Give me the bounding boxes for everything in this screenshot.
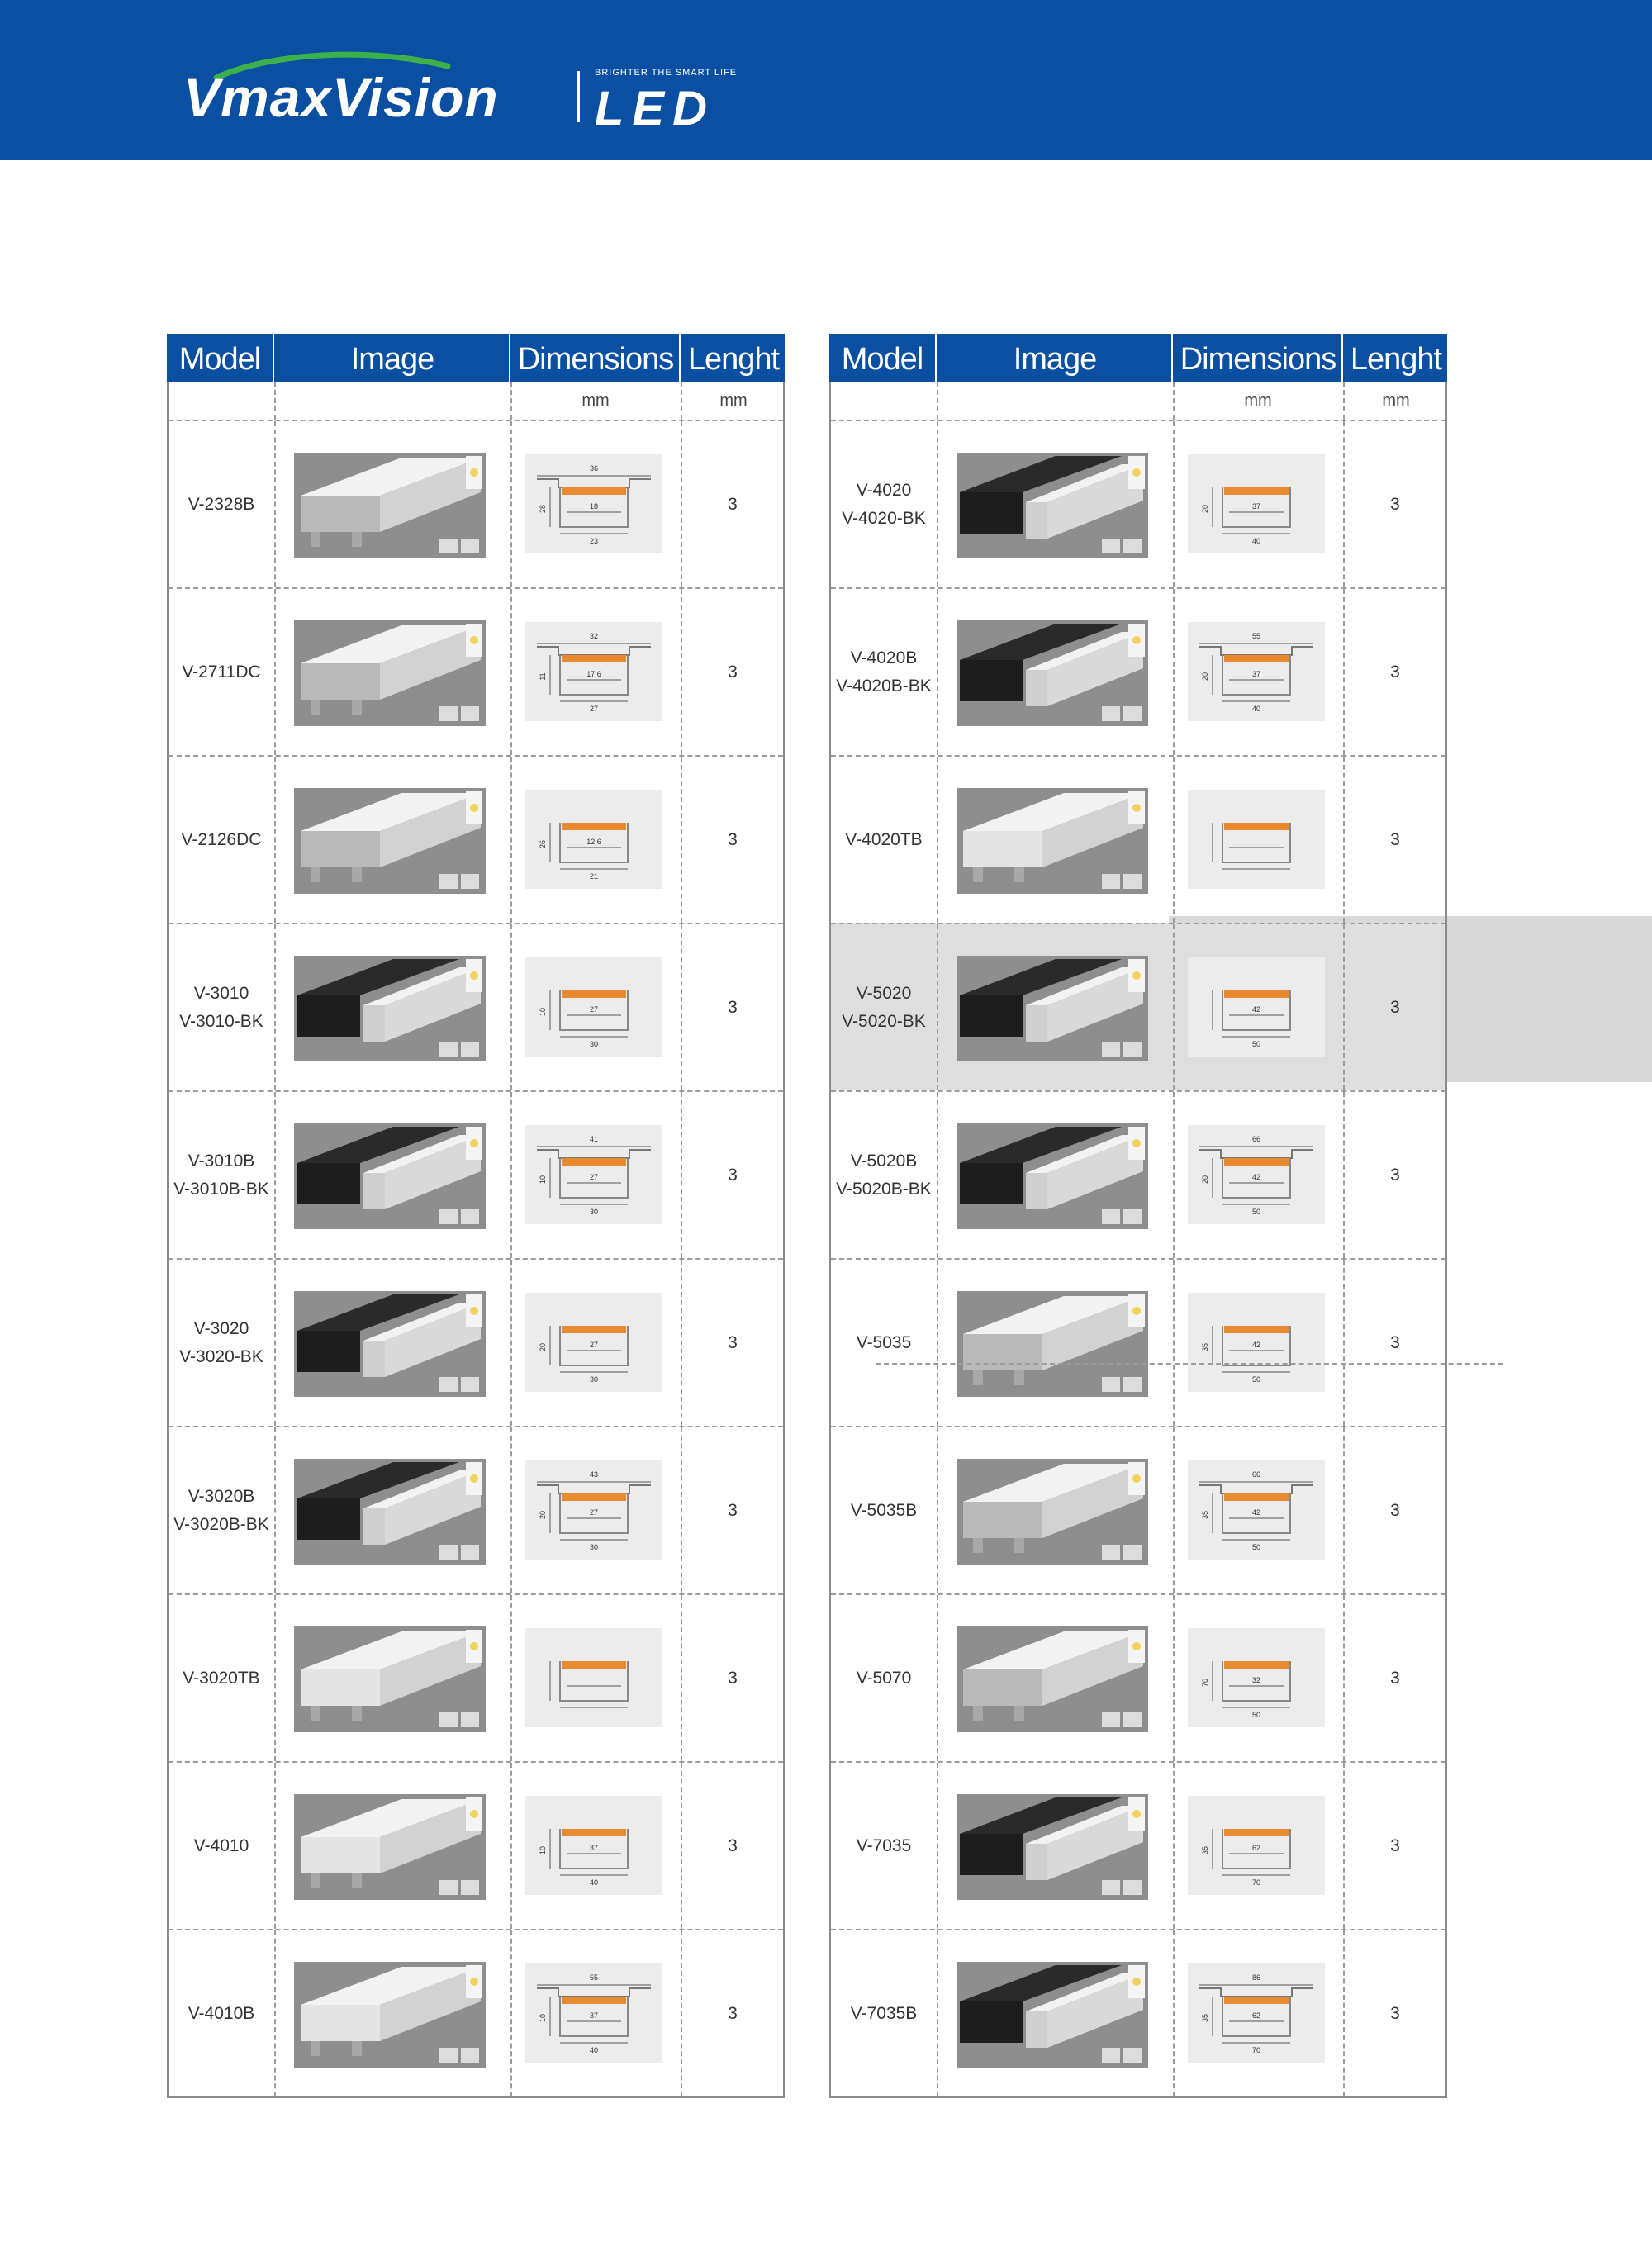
- svg-text:18: 18: [589, 502, 599, 510]
- dimension-drawing: [525, 454, 662, 553]
- model-name: V-5020: [856, 983, 912, 1003]
- length-cell: 3: [728, 1165, 738, 1185]
- table-row: [169, 1761, 783, 1929]
- length-cell: 3: [728, 1835, 738, 1855]
- table-row: [831, 420, 1446, 587]
- model-cell: [169, 924, 274, 1090]
- table-row: [169, 1258, 783, 1426]
- model-cell: [169, 757, 274, 923]
- model-name: V-7035B: [850, 2003, 918, 2023]
- column-header: Dimensions: [509, 334, 681, 382]
- table-row: [831, 923, 1446, 1090]
- model-cell: [169, 1763, 274, 1929]
- table-body: [167, 382, 785, 2098]
- table-row: [831, 1426, 1446, 1593]
- model-name: V-3020B-BK: [173, 1514, 269, 1534]
- table-row: [831, 755, 1446, 923]
- header-banner: [0, 0, 1652, 160]
- dim-top: 41: [589, 1135, 599, 1143]
- svg-text:20: 20: [1201, 1175, 1209, 1185]
- svg-text:10: 10: [539, 2013, 547, 2023]
- table-row: [169, 1090, 783, 1258]
- unit-label: mm: [582, 392, 610, 410]
- svg-text:70: 70: [1251, 1878, 1261, 1887]
- svg-text:12.6: 12.6: [586, 838, 601, 846]
- model-name: V-5020B: [850, 1151, 918, 1170]
- svg-text:26: 26: [539, 839, 547, 849]
- table-header: [829, 334, 1447, 382]
- model-name: V-3010: [193, 983, 249, 1003]
- model-name: V-4020TB: [845, 829, 923, 849]
- product-photo: [957, 956, 1148, 1061]
- model-name: V-4020B: [850, 648, 918, 667]
- dimension-drawing: [1188, 790, 1325, 889]
- product-photo: [294, 788, 486, 894]
- length-cell: 3: [1390, 1500, 1400, 1520]
- model-name: V-2126DC: [181, 829, 262, 849]
- length-cell: 3: [1390, 1165, 1400, 1185]
- model-name: V-7035: [856, 1835, 912, 1855]
- length-cell: 3: [1390, 1668, 1400, 1688]
- dimension-drawing: [1188, 622, 1325, 721]
- dimension-drawing: [525, 790, 662, 889]
- table-row: [169, 1426, 783, 1593]
- svg-text:37: 37: [1251, 502, 1261, 510]
- model-name: V-4010: [193, 1835, 249, 1855]
- svg-text:50: 50: [1251, 1543, 1261, 1551]
- model-cell: [831, 1092, 937, 1258]
- svg-text:35: 35: [1201, 1845, 1209, 1855]
- product-photo: [957, 1794, 1148, 1900]
- column-header: Model: [841, 342, 923, 377]
- model-name: V-2711DC: [182, 662, 261, 681]
- dim-top: 32: [589, 632, 599, 640]
- dimension-drawing: [1188, 1963, 1325, 2063]
- model-name: V-3020B: [188, 1486, 255, 1506]
- column-header: Dimensions: [1171, 334, 1343, 382]
- model-cell: [831, 757, 937, 923]
- svg-text:23: 23: [589, 537, 599, 545]
- column-header: Image: [935, 334, 1173, 382]
- model-name: V-4020: [856, 480, 912, 500]
- svg-text:27: 27: [589, 1173, 599, 1181]
- dimension-drawing: [525, 622, 662, 721]
- dimension-drawing: [525, 1293, 662, 1392]
- table-row: [169, 1929, 783, 2096]
- product-photo: [294, 620, 486, 726]
- dimension-drawing: [1188, 957, 1325, 1057]
- length-cell: 3: [728, 1500, 738, 1520]
- product-photo: [957, 1962, 1148, 2068]
- product-photo: [957, 788, 1148, 894]
- svg-text:10: 10: [539, 1175, 547, 1185]
- dimension-drawing: [1188, 1293, 1325, 1392]
- svg-text:35: 35: [1201, 2013, 1209, 2023]
- brand-tagline: BRIGHTER THE SMART LIFE: [595, 68, 738, 78]
- table-row: [169, 420, 783, 587]
- length-cell: 3: [1390, 829, 1400, 849]
- table-row: [169, 755, 783, 923]
- svg-text:10: 10: [539, 1845, 547, 1855]
- model-name: V-4020-BK: [842, 508, 926, 528]
- svg-text:70: 70: [1201, 1678, 1209, 1688]
- length-cell: 3: [728, 662, 738, 681]
- model-cell: [831, 1260, 937, 1426]
- svg-text:20: 20: [1201, 504, 1209, 514]
- table-row: [831, 1929, 1446, 2096]
- dimension-drawing: [525, 1460, 662, 1560]
- product-table-right: [829, 334, 1447, 2098]
- svg-text:20: 20: [539, 1510, 547, 1520]
- model-cell: [831, 1427, 937, 1593]
- column-header: Model: [178, 342, 261, 377]
- dim-top: 66: [1251, 1135, 1261, 1143]
- length-cell: 3: [1390, 1835, 1400, 1855]
- svg-text:28: 28: [539, 504, 547, 514]
- length-cell: 3: [728, 997, 738, 1017]
- unit-row: [169, 382, 783, 420]
- table-row: [169, 923, 783, 1090]
- dim-top: 55: [1251, 632, 1261, 640]
- column-header: Lenght: [1341, 334, 1449, 382]
- model-cell: [169, 1595, 274, 1761]
- model-cell: [169, 1260, 274, 1426]
- product-photo: [294, 1291, 486, 1397]
- model-name: V-3010-BK: [179, 1011, 263, 1031]
- model-name: V-5070: [856, 1668, 912, 1688]
- dim-top: 66: [1251, 1470, 1261, 1479]
- length-cell: 3: [1390, 494, 1400, 514]
- svg-text:17.6: 17.6: [586, 670, 601, 678]
- dim-top: 36: [589, 464, 599, 472]
- dim-top: 55: [589, 1973, 599, 1982]
- length-cell: 3: [1390, 1332, 1400, 1352]
- svg-text:50: 50: [1251, 1040, 1261, 1048]
- length-cell: 3: [728, 1668, 738, 1688]
- length-cell: 3: [1390, 662, 1400, 681]
- table-row: [169, 587, 783, 755]
- model-cell: [169, 1092, 274, 1258]
- table-header: [167, 334, 785, 382]
- dimension-drawing: [525, 957, 662, 1057]
- svg-text:37: 37: [589, 2011, 599, 2020]
- dimension-drawing: [525, 1125, 662, 1224]
- model-name: V-4020B-BK: [836, 676, 932, 696]
- svg-text:70: 70: [1251, 2046, 1261, 2054]
- svg-text:40: 40: [589, 2046, 599, 2054]
- svg-text:40: 40: [589, 1878, 599, 1887]
- svg-text:42: 42: [1251, 1005, 1261, 1014]
- table-body: [829, 382, 1447, 2098]
- model-name: V-5020B-BK: [836, 1179, 932, 1199]
- length-cell: 3: [1390, 2003, 1400, 2023]
- dimension-drawing: [525, 1963, 662, 2063]
- dimension-drawing: [1188, 1796, 1325, 1895]
- svg-text:42: 42: [1251, 1173, 1261, 1181]
- product-photo: [294, 1794, 486, 1900]
- model-cell: [169, 421, 274, 587]
- svg-text:20: 20: [1201, 672, 1209, 681]
- product-photo: [294, 1962, 486, 2068]
- product-photo: [294, 453, 486, 558]
- product-photo: [957, 1291, 1148, 1397]
- table-row: [831, 1090, 1446, 1258]
- svg-text:35: 35: [1201, 1342, 1209, 1352]
- svg-text:30: 30: [589, 1543, 599, 1551]
- table-row: [831, 1593, 1446, 1761]
- product-photo: [957, 1459, 1148, 1565]
- svg-text:37: 37: [589, 1844, 599, 1852]
- model-name: V-3010B: [188, 1151, 255, 1170]
- model-name: V-2328B: [188, 494, 255, 514]
- dim-top: 86: [1251, 1973, 1261, 1982]
- model-name: V-3020: [193, 1318, 249, 1338]
- table-row: [831, 1258, 1446, 1426]
- product-photo: [957, 1123, 1148, 1229]
- unit-row: [831, 382, 1446, 420]
- svg-text:21: 21: [589, 872, 599, 881]
- product-photo: [294, 956, 486, 1061]
- svg-text:20: 20: [539, 1342, 547, 1352]
- dimension-drawing: [525, 1796, 662, 1895]
- dim-top: 43: [589, 1470, 599, 1479]
- model-name: V-4010B: [188, 2003, 255, 2023]
- svg-text:27: 27: [589, 1508, 599, 1517]
- model-cell: [831, 1595, 937, 1761]
- svg-text:50: 50: [1251, 1375, 1261, 1384]
- svg-text:11: 11: [539, 672, 547, 681]
- model-name: V-3010B-BK: [173, 1179, 269, 1199]
- svg-text:42: 42: [1251, 1341, 1261, 1349]
- svg-text:35: 35: [1201, 1510, 1209, 1520]
- column-header: Image: [273, 334, 510, 382]
- svg-text:37: 37: [1251, 670, 1261, 678]
- dimension-drawing: [525, 1628, 662, 1727]
- model-name: V-5035B: [850, 1500, 918, 1520]
- unit-label: mm: [1244, 392, 1272, 410]
- svg-text:62: 62: [1251, 2011, 1261, 2020]
- logo-divider: [577, 71, 580, 122]
- length-cell: 3: [728, 2003, 738, 2023]
- model-cell: [831, 589, 937, 755]
- svg-text:30: 30: [589, 1040, 599, 1048]
- dimension-drawing: [1188, 1628, 1325, 1727]
- dimension-drawing: [1188, 454, 1325, 553]
- product-photo: [294, 1626, 486, 1732]
- svg-text:40: 40: [1251, 537, 1261, 545]
- model-cell: [831, 924, 937, 1090]
- length-cell: 3: [728, 829, 738, 849]
- dimension-drawing: [1188, 1125, 1325, 1224]
- model-name: V-3020-BK: [179, 1346, 263, 1366]
- length-cell: 3: [728, 1332, 738, 1352]
- product-photo: [294, 1459, 486, 1565]
- svg-text:42: 42: [1251, 1508, 1261, 1517]
- divider-line: [876, 1363, 1503, 1365]
- model-name: V-5035: [856, 1332, 912, 1352]
- model-cell: [831, 1930, 937, 2096]
- product-photo: [957, 620, 1148, 726]
- length-cell: 3: [728, 494, 738, 514]
- product-photo: [957, 453, 1148, 558]
- unit-label: mm: [1382, 392, 1410, 410]
- product-photo: [957, 1626, 1148, 1732]
- brand-led: LED: [595, 82, 715, 135]
- model-name: V-5020-BK: [842, 1011, 926, 1031]
- svg-text:32: 32: [1251, 1676, 1261, 1684]
- model-cell: [169, 1427, 274, 1593]
- svg-text:62: 62: [1251, 1844, 1261, 1852]
- product-table-left: [167, 334, 785, 2098]
- svg-text:30: 30: [589, 1375, 599, 1384]
- svg-text:40: 40: [1251, 705, 1261, 713]
- table-row: [169, 1593, 783, 1761]
- svg-text:30: 30: [589, 1208, 599, 1216]
- dimension-drawing: [1188, 1460, 1325, 1560]
- product-photo: [294, 1123, 486, 1229]
- table-row: [831, 1761, 1446, 1929]
- brand-name: VmaxVision: [183, 67, 499, 128]
- svg-text:27: 27: [589, 1341, 599, 1349]
- unit-label: mm: [719, 392, 748, 410]
- length-cell: 3: [1390, 997, 1400, 1017]
- svg-text:50: 50: [1251, 1208, 1261, 1216]
- svg-text:10: 10: [539, 1007, 547, 1017]
- model-cell: [169, 589, 274, 755]
- model-cell: [831, 421, 937, 587]
- svg-text:50: 50: [1251, 1711, 1261, 1719]
- model-name: V-3020TB: [183, 1668, 260, 1688]
- table-row: [831, 587, 1446, 755]
- svg-text:27: 27: [589, 1005, 599, 1014]
- svg-text:27: 27: [589, 705, 599, 713]
- model-cell: [169, 1930, 274, 2096]
- model-cell: [831, 1763, 937, 1929]
- column-header: Lenght: [679, 334, 786, 382]
